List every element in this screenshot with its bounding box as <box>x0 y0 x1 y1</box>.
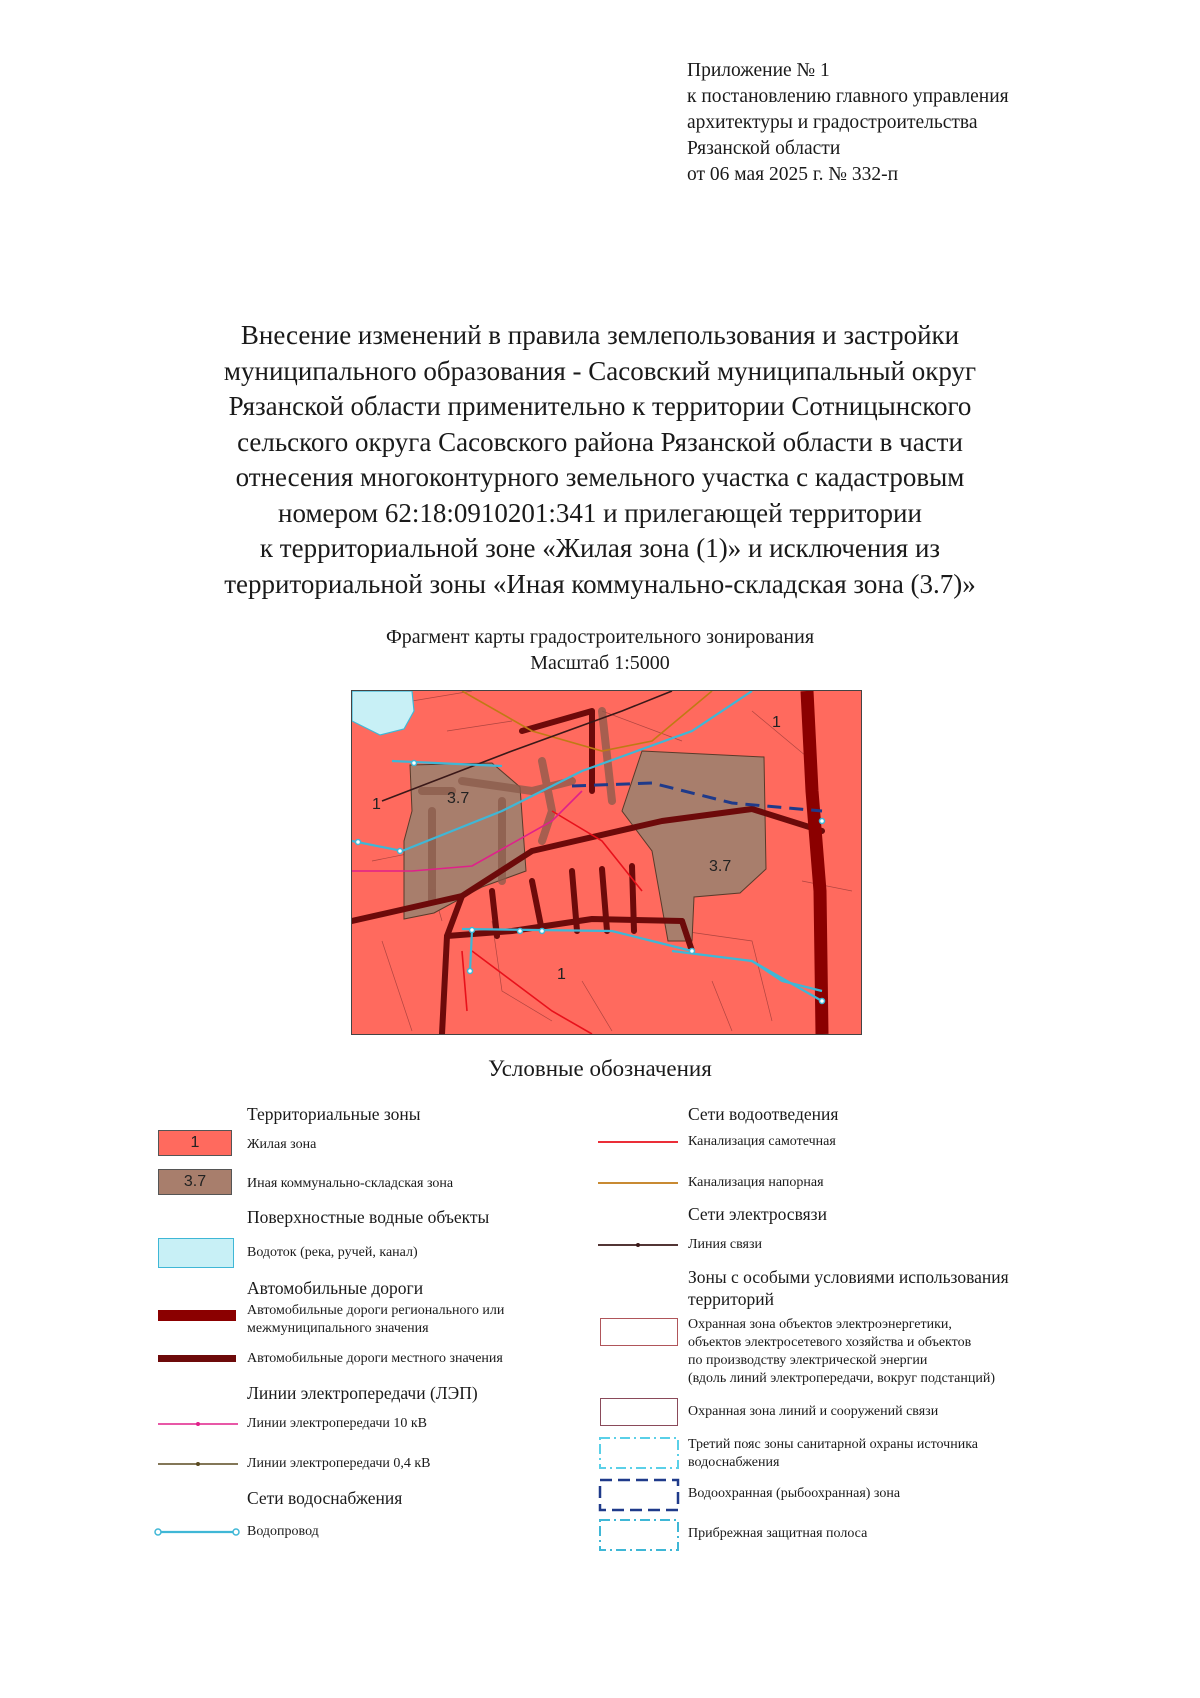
legend-swatch-coastal-strip <box>598 1518 680 1552</box>
legend-label-residential: Жилая зона <box>247 1137 317 1152</box>
legend-label-local-road: Автомобильные дороги местного значения <box>247 1351 503 1366</box>
legend-label-power-protection: по производству электрической энергии <box>688 1353 928 1368</box>
appendix-header <box>687 58 1147 188</box>
legend-label-power-10kv: Линии электропередачи 10 кВ <box>247 1416 428 1431</box>
title-line: номером 62:18:0910201:341 и прилегающей территории <box>278 497 922 528</box>
zone-label-1: 1 <box>772 714 781 731</box>
appendix-region: Рязанской области <box>687 138 841 159</box>
title-line: территориальной зоны «Иная коммунально-складская зона (3.7)» <box>224 568 976 599</box>
legend-label-pressure-sewer: Канализация напорная <box>688 1175 824 1190</box>
legend-swatch-communal: 3.7 <box>158 1169 232 1195</box>
legend-swatch-water-pipe <box>152 1526 242 1538</box>
legend-swatch-telecom-protection <box>600 1398 678 1426</box>
legend-label-sanitary-zone: Третий пояс зоны санитарной охраны источника <box>688 1437 979 1452</box>
appendix-authority: архитектуры и градостроительства <box>687 112 978 133</box>
legend-swatch-telecom-line <box>596 1240 680 1250</box>
legend-heading-territorial-zones: Территориальные зоны <box>247 1104 421 1124</box>
zone-label-1: 1 <box>372 796 381 813</box>
legend-swatch-power-protection <box>600 1318 678 1346</box>
legend-label-power-protection: (вдоль линий электропередачи, вокруг подстанций) <box>688 1371 996 1386</box>
legend-label-regional-road: межмуниципального значения <box>247 1321 429 1336</box>
legend-swatch-water-protection <box>598 1478 680 1512</box>
legend-label-gravity-sewer: Канализация самотечная <box>688 1134 836 1149</box>
legend-heading-water-supply: Сети водоснабжения <box>247 1488 403 1508</box>
legend-swatch-regional-road <box>158 1310 236 1321</box>
zoning-map-svg <box>352 691 861 1034</box>
legend-swatch-power-10kv <box>156 1418 240 1430</box>
legend-label-regional-road: Автомобильные дороги регионального или <box>247 1303 505 1318</box>
zone-label-3-7: 3.7 <box>709 858 732 875</box>
appendix-reference: к постановлению главного управления <box>687 86 1009 107</box>
map-caption <box>300 624 900 676</box>
legend-label-stream: Водоток (река, ручей, канал) <box>247 1245 418 1260</box>
title-line: отнесения многоконтурного земельного участка с кадастровым <box>235 462 965 492</box>
legend-label-power-protection: объектов электросетевого хозяйства и объектов <box>688 1335 972 1350</box>
legend-swatch-residential: 1 <box>158 1130 232 1156</box>
appendix-number: Приложение № 1 <box>687 60 830 81</box>
legend-title: Условные обозначения <box>488 1056 712 1081</box>
legend-swatch-power-04kv <box>156 1458 240 1470</box>
legend-swatch-gravity-sewer <box>596 1137 680 1147</box>
legend-swatch-water <box>158 1238 234 1268</box>
title-line: Внесение изменений в правила землепользования и застройки <box>240 320 960 350</box>
map-caption-text: Фрагмент карты градостроительного зонирования <box>385 626 815 648</box>
legend-label-water-pipe: Водопровод <box>247 1524 319 1539</box>
legend-label-telecom-protection: Охранная зона линий и сооружений связи <box>688 1404 939 1419</box>
legend-label-coastal-strip: Прибрежная защитная полоса <box>688 1526 868 1541</box>
legend-label-telecom-line: Линия связи <box>688 1237 763 1252</box>
zone-label-1: 1 <box>557 966 566 983</box>
title-line: сельского округа Сасовского района Рязанской области в части <box>237 426 963 457</box>
legend-label-communal: Иная коммунально-складская зона <box>247 1176 454 1191</box>
legend-label-sanitary-zone: водоснабжения <box>688 1455 780 1470</box>
zone-label-3-7: 3.7 <box>447 790 470 807</box>
map-scale: Масштаб 1:5000 <box>530 652 670 674</box>
legend-heading-power-lines: Линии электропередачи (ЛЭП) <box>247 1383 478 1403</box>
document-title <box>150 318 1050 602</box>
title-line: Рязанской области применительно к территории Сотницынского <box>228 391 972 421</box>
legend-heading-special-zones: территорий <box>688 1289 774 1309</box>
legend-swatch-sanitary-zone <box>598 1436 680 1470</box>
appendix-date-number: от 06 мая 2025 г. № 332-п <box>687 164 899 185</box>
legend-heading-telecom: Сети электросвязи <box>688 1204 827 1224</box>
legend-swatch-local-road <box>158 1355 236 1362</box>
legend-swatch-pressure-sewer <box>596 1178 680 1188</box>
legend-heading-sewerage: Сети водоотведения <box>688 1104 839 1124</box>
legend-label-power-protection: Охранная зона объектов электроэнергетики, <box>688 1317 952 1332</box>
legend-label-water-protection: Водоохранная (рыбоохранная) зона <box>688 1486 901 1501</box>
legend-heading-surface-water: Поверхностные водные объекты <box>247 1207 490 1227</box>
legend-heading-special-zones: Зоны с особыми условиями использования <box>688 1267 1009 1287</box>
zoning-map <box>351 690 862 1035</box>
legend-heading-roads: Автомобильные дороги <box>247 1278 424 1298</box>
legend-label-power-04kv: Линии электропередачи 0,4 кВ <box>247 1456 431 1471</box>
title-line: муниципального образования - Сасовский муниципальный округ <box>223 355 977 386</box>
title-line: к территориальной зоне «Жилая зона (1)» и исключения из <box>259 533 941 563</box>
